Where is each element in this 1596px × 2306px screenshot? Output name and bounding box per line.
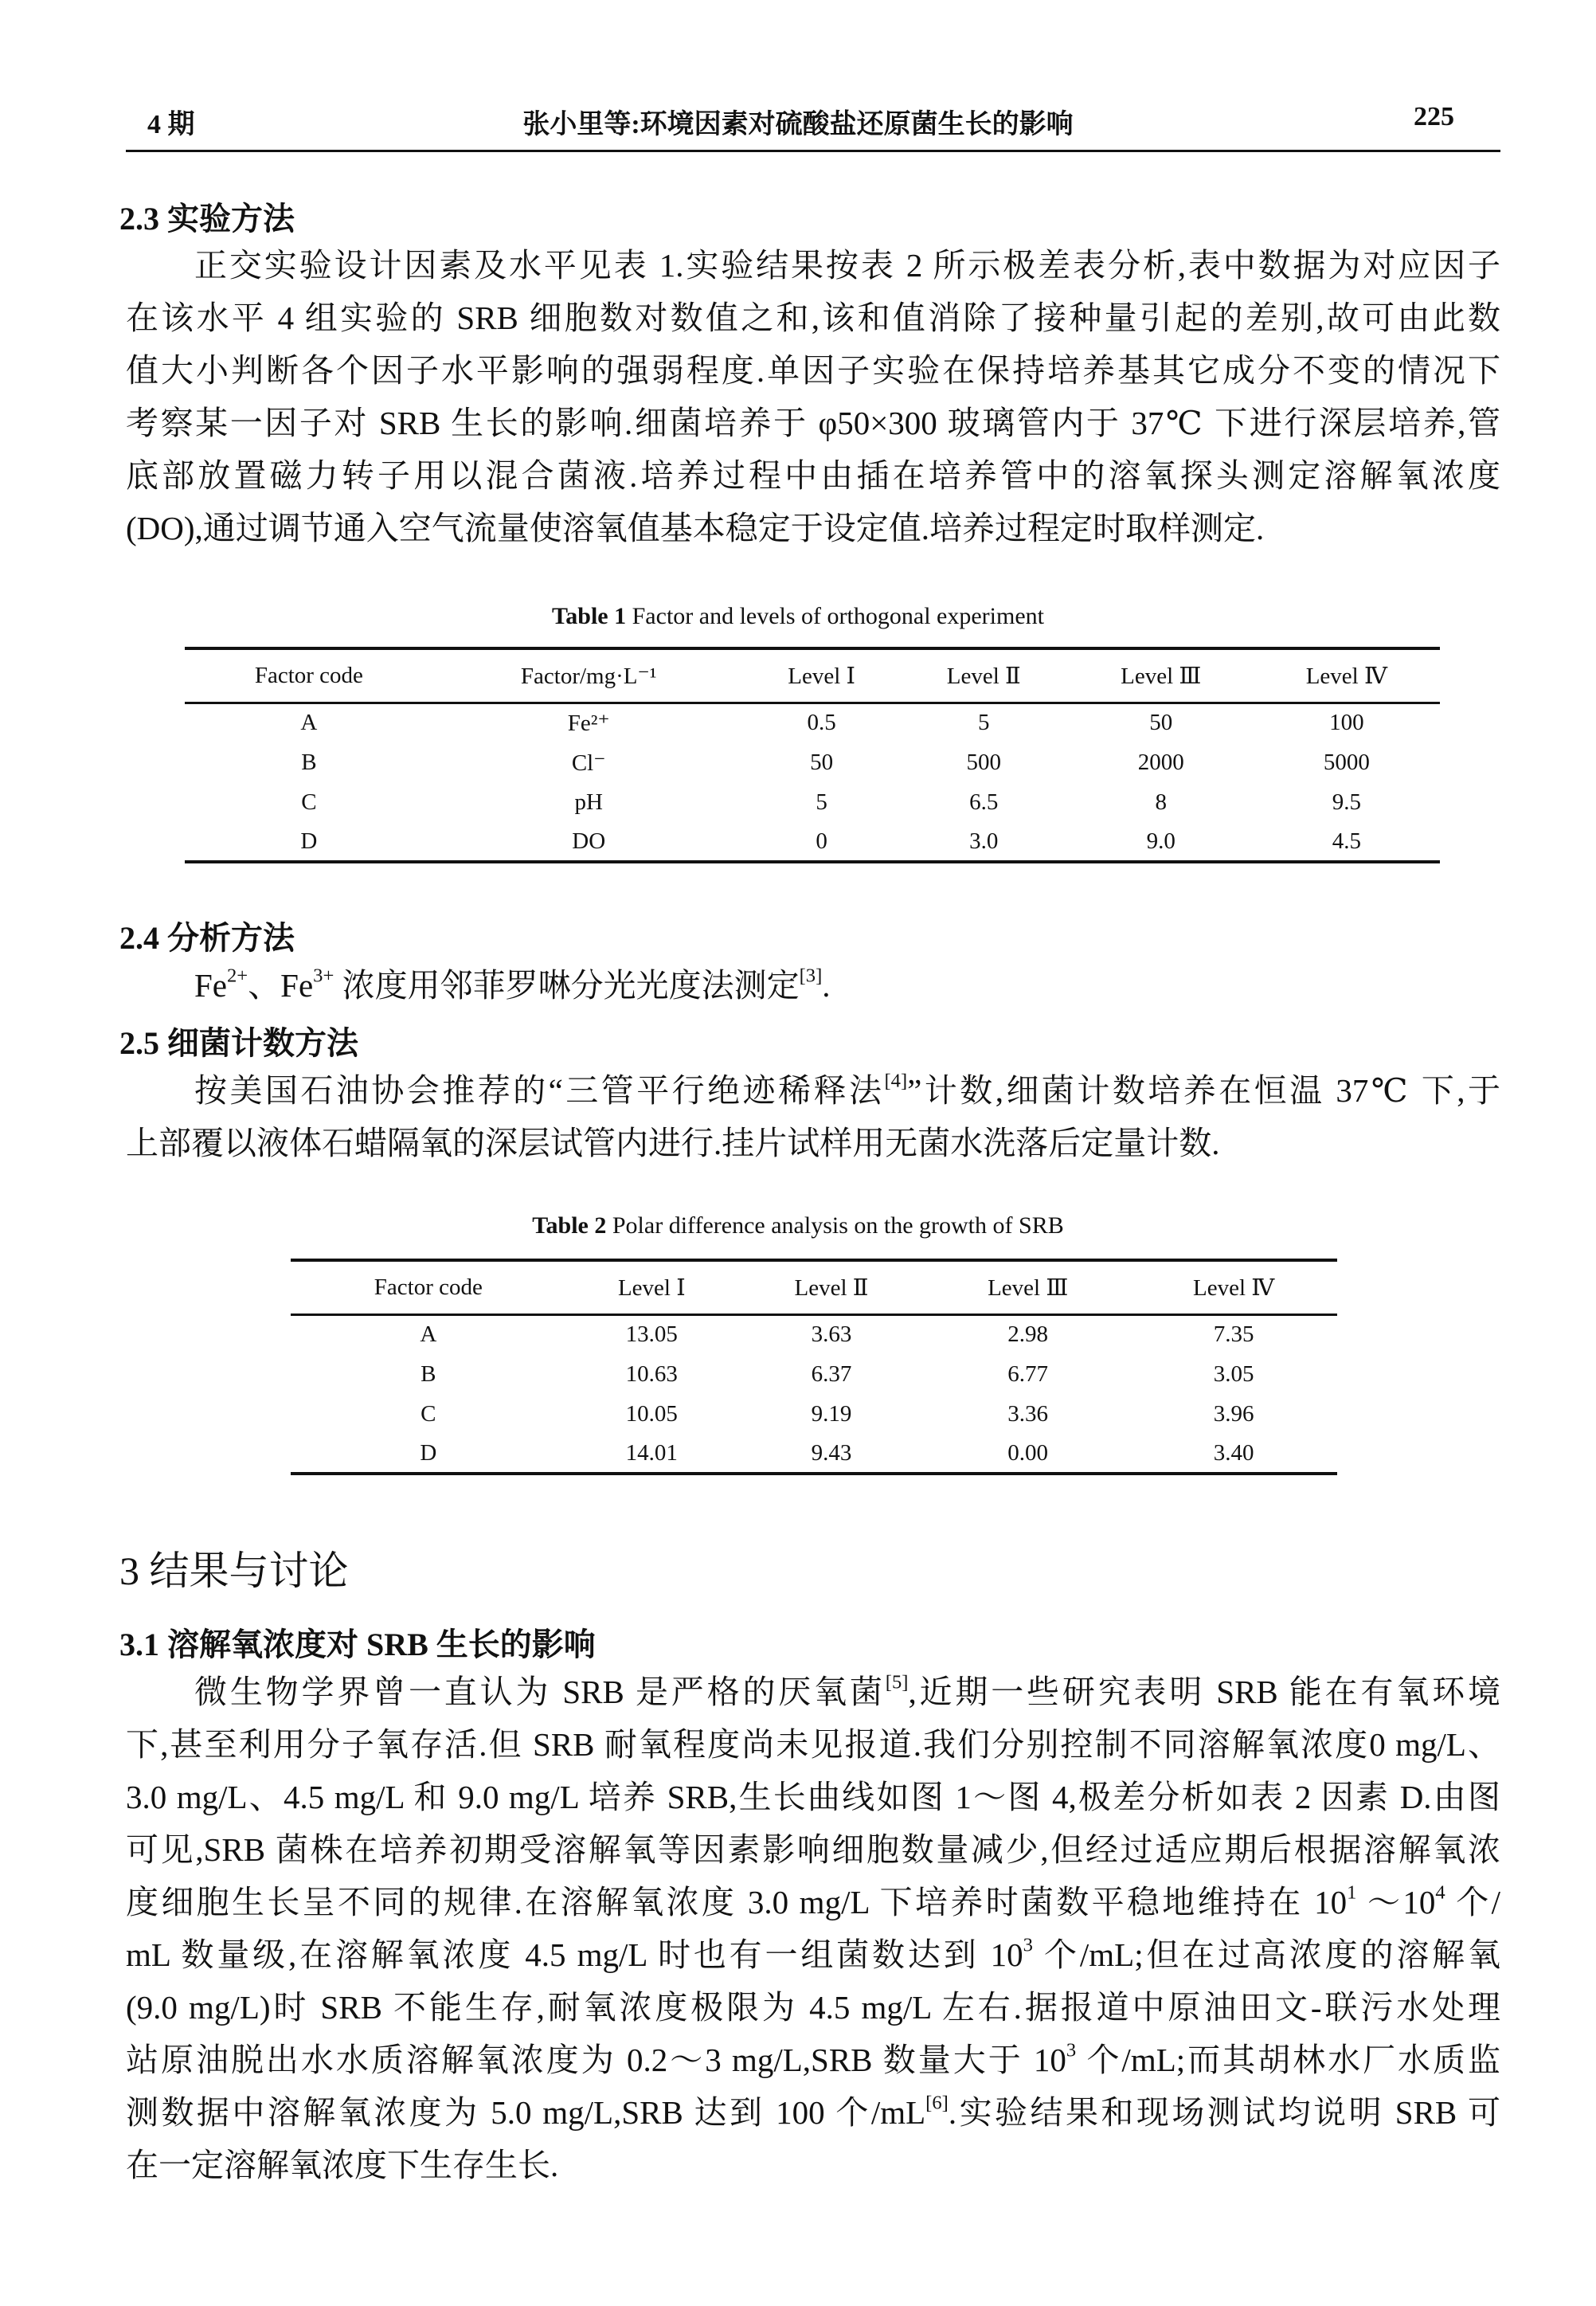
text-line — [126, 1928, 1500, 1981]
header-row — [291, 1260, 1337, 1314]
text-segment: 底部放置磁力转子用以混合菌液.培养过程中由插在培养管中的溶氧探头测定溶解氧浓度 — [126, 457, 1500, 494]
text-segment: 测数据中溶解氧浓度为 5.0 mg/L,SRB 达到 100 个/mL — [126, 2094, 926, 2131]
section-heading-3: 3 结果与讨论 — [119, 1548, 349, 1593]
text-line — [126, 1771, 1500, 1823]
text-line — [126, 239, 1500, 292]
text-segment: 个/mL;而其胡林水厂水质监 — [1076, 2042, 1500, 2078]
table-cell: DO — [572, 828, 606, 854]
header-rule — [126, 150, 1500, 152]
table-cell: 13.05 — [625, 1321, 678, 1348]
text-line — [126, 2086, 1500, 2139]
text-line — [126, 2139, 1500, 2191]
text-segment: ～10 — [1356, 1884, 1436, 1920]
text-segment: Fe — [194, 967, 227, 1004]
superscript: 1 — [1347, 1881, 1357, 1904]
text-segment: 在一定溶解氧浓度下生存生长. — [126, 2147, 559, 2183]
table-cell: B — [421, 1361, 436, 1387]
page-number: 225 — [1414, 102, 1454, 131]
table-cell: Cl⁻ — [571, 750, 606, 776]
table-cell: 3.63 — [811, 1321, 852, 1348]
text-line — [126, 959, 1500, 1012]
table-row — [291, 1354, 1337, 1394]
table2 — [291, 1259, 1337, 1475]
text-segment: 个/mL;但在过高浓度的溶解氧 — [1032, 1936, 1501, 1973]
column-header: Level Ⅲ — [988, 1274, 1069, 1301]
text-segment: .实验结果和现场测试均说明 SRB 可 — [948, 2094, 1500, 2131]
table-cell: B — [301, 749, 317, 775]
table-cell: 6.77 — [1007, 1361, 1049, 1387]
table-cell: 9.43 — [811, 1439, 852, 1466]
table-cell: 2000 — [1137, 749, 1184, 775]
paragraph-3-1 — [126, 1666, 1500, 2191]
table-cell: 5 — [978, 710, 990, 736]
text-line — [126, 2034, 1500, 2086]
table-row — [291, 1434, 1337, 1474]
text-segment: ,近期一些研究表明 SRB 能在有氧环境 — [908, 1674, 1500, 1710]
text-segment: 上部覆以液体石蜡隔氧的深层试管内进行.挂片试样用无菌水洗落后定量计数. — [126, 1125, 1220, 1161]
table-row — [185, 742, 1440, 782]
superscript: 4 — [1435, 1881, 1445, 1904]
text-segment: 在该水平 4 组实验的 SRB 细胞数对数值之和,该和值消除了接种量引起的差别,故可由此数 — [126, 300, 1500, 336]
table-row — [185, 703, 1440, 742]
table-cell: 5 — [816, 789, 827, 815]
text-segment: (9.0 mg/L)时 SRB 不能生存,耐氧浓度极限为 4.5 mg/L 左右.据报道中原油田文-联污水处理 — [126, 1989, 1500, 2026]
text-line — [126, 397, 1500, 449]
column-header: Level Ⅲ — [1121, 663, 1202, 689]
table-row — [291, 1394, 1337, 1434]
table1-label: Table 1 — [552, 603, 627, 629]
text-line — [126, 1718, 1500, 1771]
table-cell: A — [420, 1321, 437, 1348]
column-header: Level Ⅰ — [788, 663, 856, 689]
paragraph-2-4 — [126, 959, 1500, 1012]
column-header: Level Ⅳ — [1193, 1274, 1275, 1301]
text-segment: 正交实验设计因素及水平见表 1.实验结果按表 2 所示极差表分析,表中数据为对应因子 — [194, 247, 1500, 284]
column-header: Level Ⅳ — [1305, 663, 1387, 689]
text-line — [126, 1981, 1500, 2034]
table1-caption — [0, 603, 1596, 630]
table-cell: D — [300, 828, 318, 854]
table-cell: 50 — [810, 749, 834, 775]
table-cell: 9.0 — [1146, 828, 1175, 854]
table-cell: 9.19 — [811, 1400, 852, 1427]
section-heading-3-1: 3.1 溶解氧浓度对 SRB 生长的影响 — [119, 1627, 596, 1662]
table-cell: 6.37 — [811, 1361, 852, 1387]
table-cell: 2.98 — [1007, 1321, 1049, 1348]
table2-label: Table 2 — [532, 1212, 607, 1239]
table-cell: 0 — [816, 828, 827, 854]
text-segment: 考察某一因子对 SRB 生长的影响.细菌培养于 φ50×300 玻璃管内于 37℃ 下进行深层培养,管 — [126, 405, 1500, 441]
column-header: Level Ⅱ — [794, 1274, 869, 1301]
column-header: Factor code — [374, 1274, 483, 1300]
table-row — [291, 1314, 1337, 1354]
text-segment: 浓度用邻菲罗啉分光光度法测定 — [334, 967, 800, 1004]
superscript: 3 — [1023, 1934, 1033, 1956]
text-segment: 、Fe — [248, 967, 314, 1004]
text-line — [126, 1666, 1500, 1718]
table-cell: 3.40 — [1213, 1439, 1254, 1466]
superscript: [4] — [884, 1070, 908, 1092]
header-row — [185, 648, 1440, 703]
table-cell: 50 — [1149, 710, 1173, 736]
table-cell: 14.01 — [625, 1439, 678, 1466]
section-heading-2-5: 2.5 细菌计数方法 — [119, 1025, 358, 1061]
table-cell: 8 — [1155, 789, 1167, 815]
table1 — [185, 647, 1440, 863]
text-line — [126, 344, 1500, 397]
paragraph-2-5 — [126, 1064, 1500, 1169]
section-heading-2-3: 2.3 实验方法 — [119, 201, 295, 237]
superscript: 2+ — [227, 965, 248, 987]
section-heading-2-4: 2.4 分析方法 — [119, 920, 295, 956]
column-header: Factor code — [254, 662, 363, 688]
table-cell: 3.96 — [1213, 1400, 1254, 1427]
text-segment: 按美国石油协会推荐的“三管平行绝迹稀释法 — [194, 1072, 885, 1109]
text-segment: . — [822, 967, 831, 1004]
table-cell: 3.0 — [969, 828, 999, 854]
issue-number: 4 期 — [147, 110, 195, 139]
superscript: 3 — [1066, 2039, 1077, 2061]
text-line — [126, 502, 1500, 554]
table-cell: Fe²⁺ — [567, 711, 610, 737]
superscript: [3] — [799, 965, 823, 987]
text-segment: 值大小判断各个因子水平影响的强弱程度.单因子实验在保持培养基其它成分不变的情况下 — [126, 352, 1500, 389]
table-cell: 500 — [966, 749, 1001, 775]
text-segment: 个/ — [1445, 1884, 1500, 1920]
table-cell: 10.63 — [625, 1361, 678, 1387]
paragraph-2-3 — [126, 239, 1500, 554]
text-segment: ”计数,细菌计数培养在恒温 37℃ 下,于 — [907, 1072, 1500, 1109]
text-line — [126, 1064, 1500, 1117]
column-header: Level Ⅱ — [946, 663, 1021, 689]
table-cell: D — [420, 1439, 437, 1466]
table-cell: 5000 — [1323, 749, 1370, 775]
running-title: 张小里等:环境因素对硫酸盐还原菌生长的影响 — [522, 110, 1074, 139]
table-cell: C — [421, 1400, 436, 1427]
column-header: Level Ⅰ — [617, 1274, 686, 1301]
table-cell: 7.35 — [1213, 1321, 1254, 1348]
superscript: [5] — [885, 1671, 909, 1693]
table-cell: 10.05 — [625, 1400, 678, 1427]
column-header: Factor/mg·L⁻¹ — [520, 663, 657, 689]
table-cell: 0.5 — [807, 710, 836, 736]
table2-caption — [0, 1212, 1596, 1239]
table-cell: 100 — [1329, 710, 1364, 736]
table2-title: Polar difference analysis on the growth of SRB — [606, 1212, 1064, 1239]
table-cell: 9.5 — [1332, 789, 1361, 815]
text-segment: (DO),通过调节通入空气流量使溶氧值基本稳定于设定值.培养过程定时取样测定. — [126, 510, 1265, 546]
text-segment: 站原油脱出水水质溶解氧浓度为 0.2～3 mg/L,SRB 数量大于 10 — [126, 2042, 1066, 2078]
text-segment: 微生物学界曾一直认为 SRB 是严格的厌氧菌 — [194, 1674, 886, 1710]
superscript: 3+ — [313, 965, 334, 987]
table1-title: Factor and levels of orthogonal experiment — [626, 603, 1044, 629]
text-segment: 3.0 mg/L、4.5 mg/L 和 9.0 mg/L 培养 SRB,生长曲线如图 1～图 4,极差分析如表 2 因素 D.由图 — [126, 1779, 1500, 1815]
table-cell: pH — [574, 789, 603, 815]
text-line — [126, 1876, 1500, 1928]
text-line — [126, 449, 1500, 502]
text-segment: 度细胞生长呈不同的规律.在溶解氧浓度 3.0 mg/L 下培养时菌数平稳地维持在 10 — [126, 1884, 1348, 1920]
table-cell: 3.36 — [1007, 1400, 1049, 1427]
table-cell: 3.05 — [1213, 1361, 1254, 1387]
table-cell: 6.5 — [969, 789, 999, 815]
text-line — [126, 1823, 1500, 1876]
text-segment: 下,甚至利用分子氧存活.但 SRB 耐氧程度尚未见报道.我们分别控制不同溶解氧浓度0 mg/L、 — [126, 1726, 1500, 1763]
table-cell: 4.5 — [1332, 828, 1361, 854]
table-cell: A — [300, 710, 318, 736]
text-segment: mL 数量级,在溶解氧浓度 4.5 mg/L 时也有一组菌数达到 10 — [126, 1936, 1023, 1973]
table-cell: 0.00 — [1007, 1439, 1049, 1466]
superscript: [6] — [925, 2092, 949, 2114]
table-cell: C — [301, 789, 317, 815]
table-row — [185, 822, 1440, 862]
text-line — [126, 1117, 1500, 1169]
text-line — [126, 292, 1500, 344]
table-row — [185, 782, 1440, 822]
text-segment: 可见,SRB 菌株在培养初期受溶解氧等因素影响细胞数量减少,但经过适应期后根据溶解氧浓 — [126, 1831, 1500, 1868]
